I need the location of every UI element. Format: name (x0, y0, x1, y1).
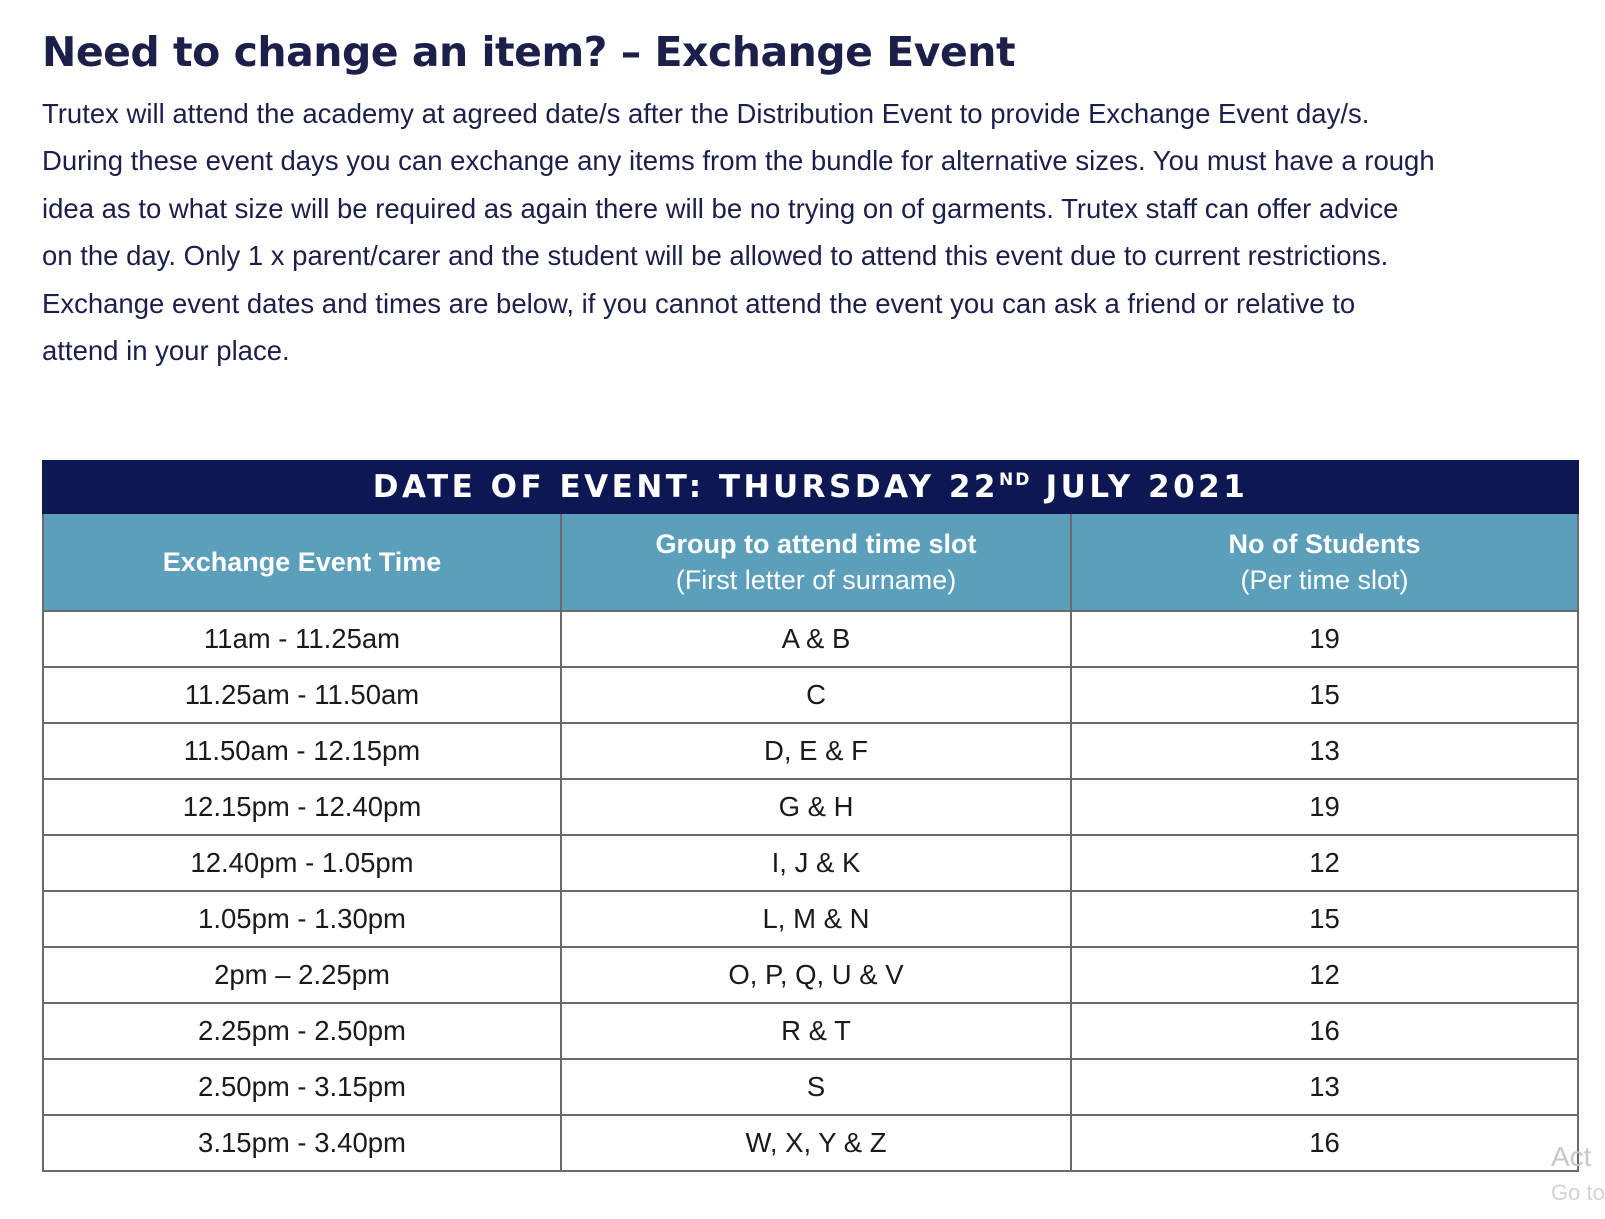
intro-paragraph (42, 90, 1587, 374)
table-row (43, 1059, 1578, 1115)
time-slot-cell: 11am - 11.25am (43, 611, 561, 667)
column-header-group (561, 513, 1071, 611)
column-header-sublabel: (First letter of surname) (675, 565, 957, 595)
surname-group-cell: I, J & K (561, 835, 1071, 891)
time-slot-cell: 12.40pm - 1.05pm (43, 835, 561, 891)
student-count-cell: 16 (1071, 1003, 1578, 1059)
surname-group-cell: C (561, 667, 1071, 723)
column-header-label: No of Students (1228, 529, 1421, 559)
student-count-cell: 13 (1071, 723, 1578, 779)
column-header-row (43, 513, 1578, 611)
table-row (43, 835, 1578, 891)
table-row (43, 947, 1578, 1003)
surname-group-cell: G & H (561, 779, 1071, 835)
time-slot-cell: 1.05pm - 1.30pm (43, 891, 561, 947)
table-row (43, 891, 1578, 947)
banner-prefix: DATE OF EVENT: THURSDAY 22 (372, 469, 999, 505)
event-date-banner-row (43, 461, 1578, 513)
surname-group-cell: O, P, Q, U & V (561, 947, 1071, 1003)
table-row (43, 779, 1578, 835)
activation-watermark-subtext: Go to (1551, 1180, 1605, 1205)
table-row (43, 1115, 1578, 1171)
surname-group-cell: D, E & F (561, 723, 1071, 779)
table-row (43, 1003, 1578, 1059)
intro-line: on the day. Only 1 x parent/carer and the student will be allowed to attend this event due to current restrictions. (42, 240, 1389, 272)
time-slot-cell: 11.50am - 12.15pm (43, 723, 561, 779)
table-row (43, 667, 1578, 723)
student-count-cell: 16 (1071, 1115, 1578, 1171)
intro-line: idea as to what size will be required as again there will be no trying on of garments. Trutex staff can offer advice (42, 192, 1399, 224)
student-count-cell: 19 (1071, 611, 1578, 667)
intro-line: attend in your place. (42, 334, 290, 366)
surname-group-cell: A & B (561, 611, 1071, 667)
table-row (43, 723, 1578, 779)
surname-group-cell: W, X, Y & Z (561, 1115, 1071, 1171)
student-count-cell: 12 (1071, 835, 1578, 891)
column-header-students (1071, 513, 1578, 611)
student-count-cell: 15 (1071, 891, 1578, 947)
column-header-sublabel: (Per time slot) (1240, 565, 1409, 595)
time-slot-cell: 3.15pm - 3.40pm (43, 1115, 561, 1171)
exchange-schedule-table (42, 460, 1579, 1172)
student-count-cell: 19 (1071, 779, 1578, 835)
student-count-cell: 12 (1071, 947, 1578, 1003)
banner-suffix: JULY 2021 (1031, 469, 1249, 505)
time-slot-cell: 11.25am - 11.50am (43, 667, 561, 723)
intro-line: During these event days you can exchange any items from the bundle for alternative sizes. You must have a rough (42, 145, 1435, 177)
time-slot-cell: 2pm – 2.25pm (43, 947, 561, 1003)
column-header-label: Group to attend time slot (655, 529, 977, 559)
time-slot-cell: 12.15pm - 12.40pm (43, 779, 561, 835)
intro-line: Exchange event dates and times are below, if you cannot attend the event you can ask a friend or relative to (42, 287, 1356, 319)
student-count-cell: 13 (1071, 1059, 1578, 1115)
page-heading: Need to change an item? – Exchange Event (42, 28, 1016, 76)
time-slot-cell: 2.50pm - 3.15pm (43, 1059, 561, 1115)
surname-group-cell: S (561, 1059, 1071, 1115)
table-row (43, 611, 1578, 667)
surname-group-cell: R & T (561, 1003, 1071, 1059)
intro-line: Trutex will attend the academy at agreed date/s after the Distribution Event to provide Exchange Event day/s. (42, 98, 1370, 129)
surname-group-cell: L, M & N (561, 891, 1071, 947)
time-slot-cell: 2.25pm - 2.50pm (43, 1003, 561, 1059)
banner-ordinal: ND (999, 470, 1032, 490)
activation-watermark: Act (1551, 1141, 1592, 1172)
student-count-cell: 15 (1071, 667, 1578, 723)
column-header-label: Exchange Event Time (162, 547, 442, 577)
event-date-banner (43, 461, 1578, 513)
column-header-time (43, 513, 561, 611)
